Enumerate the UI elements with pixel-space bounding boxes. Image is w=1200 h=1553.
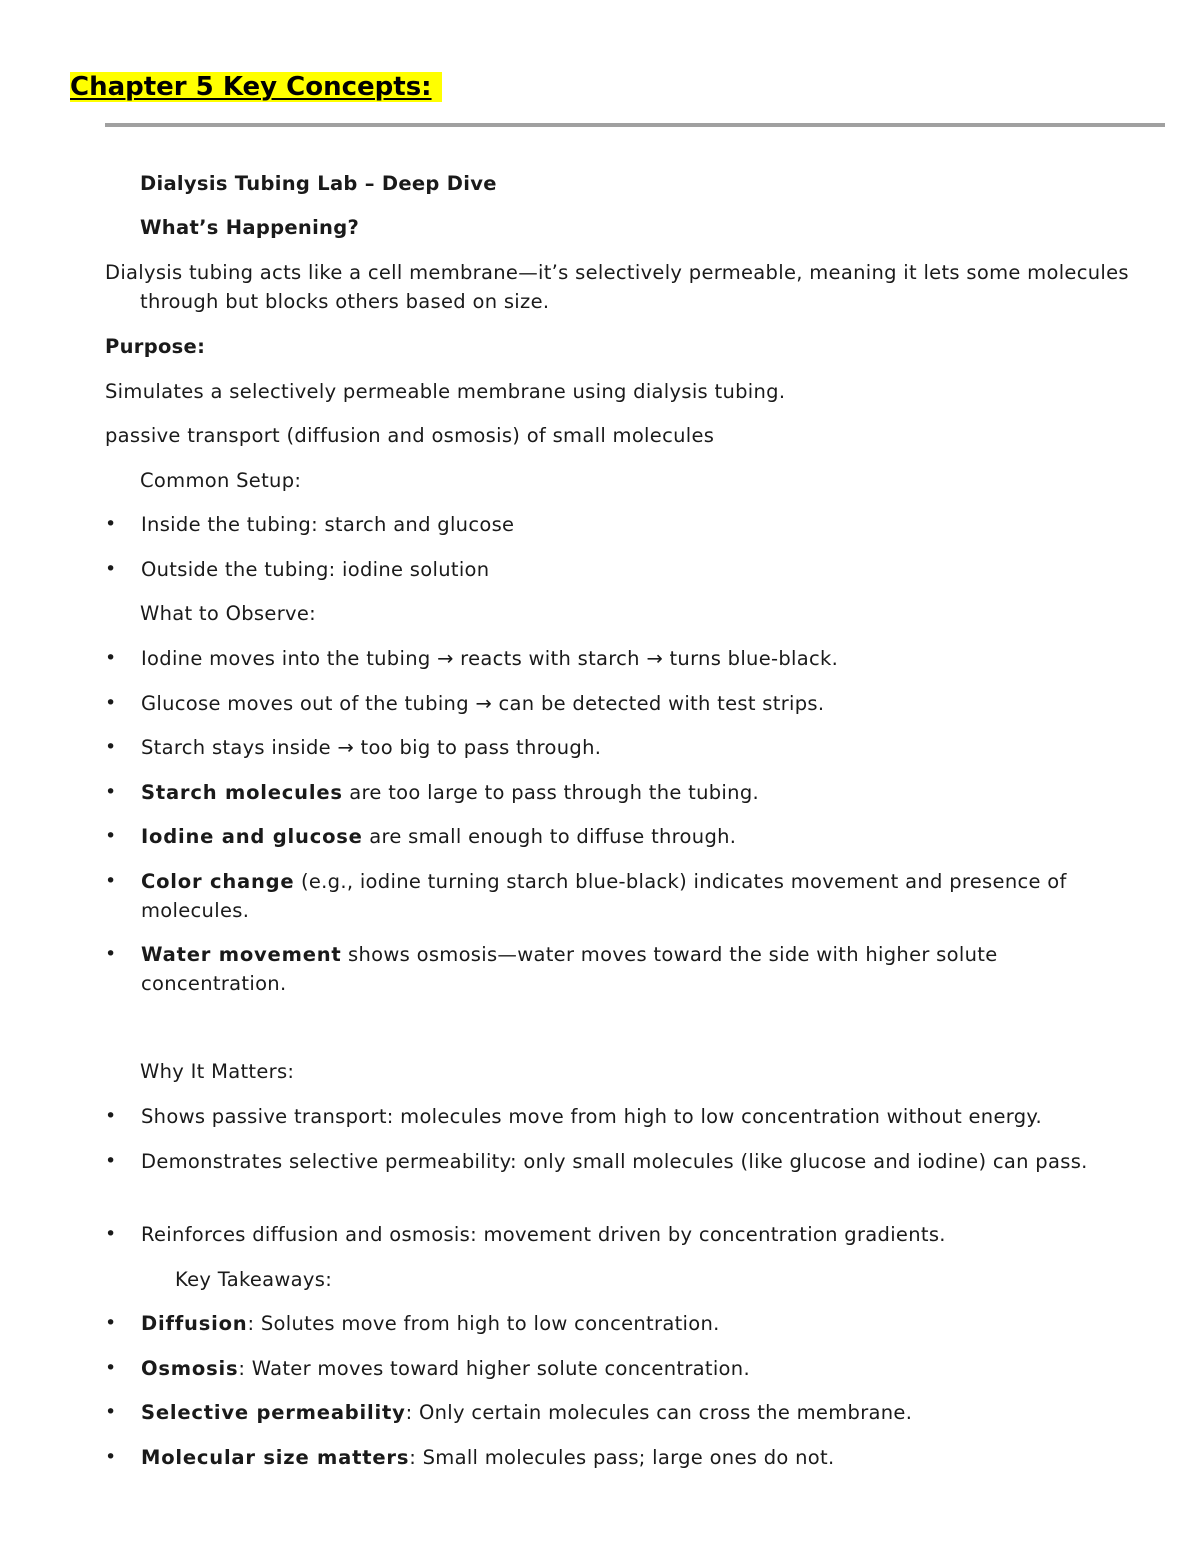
list-item-text: : Small molecules pass; large ones do not. bbox=[409, 1446, 835, 1469]
bullet-icon: • bbox=[105, 736, 117, 758]
list-item bbox=[105, 1443, 1115, 1472]
list-item bbox=[105, 778, 1115, 807]
list-item-key: Osmosis bbox=[141, 1357, 239, 1380]
list-item-key: Selective permeability bbox=[141, 1401, 406, 1424]
list-item-text: : Solutes move from high to low concentration. bbox=[247, 1312, 720, 1335]
bullet-icon: • bbox=[105, 1446, 117, 1468]
purpose-line-1: Simulates a selectively permeable membrane using dialysis tubing. bbox=[105, 380, 786, 403]
list-item-key: Iodine and glucose bbox=[141, 825, 363, 848]
horizontal-rule bbox=[105, 123, 1165, 127]
list-item bbox=[105, 1220, 1115, 1249]
key-takeaways-heading: Key Takeaways: bbox=[175, 1268, 333, 1291]
list-item bbox=[105, 555, 1115, 584]
bullet-icon: • bbox=[105, 1312, 117, 1334]
list-item-text: : Only certain molecules can cross the membrane. bbox=[405, 1401, 913, 1424]
bullet-icon: • bbox=[105, 870, 117, 892]
bullet-icon: • bbox=[105, 1401, 117, 1423]
list-item-text: Iodine moves into the tubing → reacts with starch → turns blue-black. bbox=[141, 647, 839, 670]
list-item-text: Outside the tubing: iodine solution bbox=[141, 558, 490, 581]
list-item bbox=[105, 867, 1115, 925]
list-item-text: : Water moves toward higher solute concentration. bbox=[238, 1357, 750, 1380]
list-item bbox=[105, 940, 1115, 998]
list-item-text: Glucose moves out of the tubing → can be detected with test strips. bbox=[141, 692, 825, 715]
why-it-matters-heading: Why It Matters: bbox=[140, 1060, 295, 1083]
list-item bbox=[105, 733, 1115, 762]
bullet-icon: • bbox=[105, 1357, 117, 1379]
list-item-text: Reinforces diffusion and osmosis: movement driven by concentration gradients. bbox=[141, 1223, 946, 1246]
list-item-key: Starch molecules bbox=[141, 781, 343, 804]
list-item-key: Diffusion bbox=[141, 1312, 248, 1335]
list-item-text: are too large to pass through the tubing. bbox=[342, 781, 759, 804]
bullet-icon: • bbox=[105, 692, 117, 714]
bullet-icon: • bbox=[105, 943, 117, 965]
bullet-icon: • bbox=[105, 825, 117, 847]
list-item-key: Color change bbox=[141, 870, 295, 893]
bullet-icon: • bbox=[105, 513, 117, 535]
list-item-text: Shows passive transport: molecules move from high to low concentration without energy. bbox=[141, 1105, 1042, 1128]
whats-happening-heading: What’s Happening? bbox=[140, 216, 360, 239]
list-item bbox=[105, 1309, 1115, 1338]
bullet-icon: • bbox=[105, 1223, 117, 1245]
list-item bbox=[105, 1147, 1115, 1176]
purpose-heading: Purpose: bbox=[105, 335, 206, 358]
list-item bbox=[105, 1398, 1115, 1427]
section-title: Dialysis Tubing Lab – Deep Dive bbox=[140, 172, 497, 195]
bullet-icon: • bbox=[105, 558, 117, 580]
list-item bbox=[105, 1354, 1115, 1383]
list-item-text: (e.g., iodine turning starch blue-black) indicates movement and presence of molecules. bbox=[141, 870, 1067, 922]
list-item-key: Water movement bbox=[141, 943, 342, 966]
list-item bbox=[105, 644, 1115, 673]
list-item bbox=[105, 510, 1115, 539]
list-item-text: Starch stays inside → too big to pass through. bbox=[141, 736, 602, 759]
list-item-key: Molecular size matters bbox=[141, 1446, 410, 1469]
list-item bbox=[105, 1102, 1115, 1131]
list-item-text: are small enough to diffuse through. bbox=[362, 825, 737, 848]
whats-happening-text: Dialysis tubing acts like a cell membrane—it’s selectively permeable, meaning it lets some molecules through but blocks others based on size. bbox=[105, 261, 1129, 313]
chapter-title bbox=[70, 70, 442, 104]
list-item bbox=[105, 822, 1115, 851]
bullet-icon: • bbox=[105, 1150, 117, 1172]
bullet-icon: • bbox=[105, 1105, 117, 1127]
common-setup-heading: Common Setup: bbox=[140, 469, 302, 492]
bullet-icon: • bbox=[105, 781, 117, 803]
bullet-icon: • bbox=[105, 647, 117, 669]
list-item-text: shows osmosis—water moves toward the side with higher solute concentration. bbox=[141, 943, 998, 995]
what-to-observe-heading: What to Observe: bbox=[140, 602, 317, 625]
list-item-text: Inside the tubing: starch and glucose bbox=[141, 513, 515, 536]
list-item bbox=[105, 689, 1115, 718]
list-item-text: Demonstrates selective permeability: only small molecules (like glucose and iodine) can pass. bbox=[141, 1150, 1088, 1173]
chapter-title-text: Chapter 5 Key Concepts: bbox=[70, 72, 442, 102]
purpose-line-2: passive transport (diffusion and osmosis) of small molecules bbox=[105, 424, 715, 447]
